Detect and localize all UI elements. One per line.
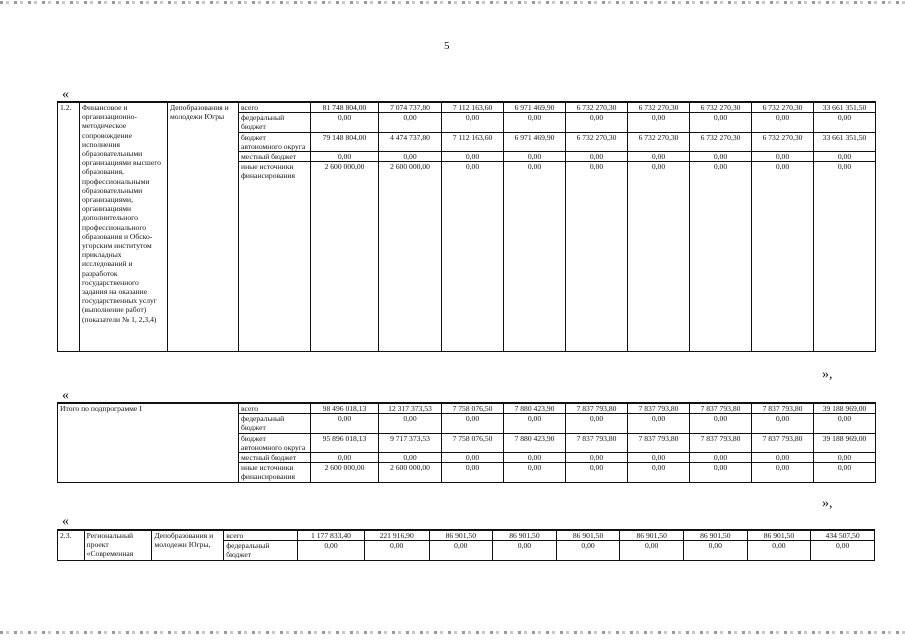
amount-cell: 0,00 (814, 414, 876, 433)
amount-cell: 0,00 (504, 453, 566, 463)
amount-cell: 0,00 (504, 113, 566, 132)
amount-cell: 7 837 793,80 (690, 433, 752, 452)
amount-cell: 0,00 (442, 463, 504, 482)
amount-cell: 6 971 469,90 (504, 102, 566, 113)
amount-cell: 4 474 737,80 (379, 132, 442, 151)
amount-cell: 33 661 351,50 (814, 102, 876, 113)
amount-cell: 86 901,50 (493, 530, 557, 541)
amount-cell: 7 112 163,60 (442, 132, 504, 151)
funding-source: местный бюджет (239, 152, 311, 162)
amount-cell: 98 496 018,13 (311, 403, 379, 414)
amount-cell: 0,00 (752, 463, 814, 482)
table-row (58, 530, 875, 541)
amount-cell: 0,00 (752, 414, 814, 433)
total-label: Итого по подпрограмме I (58, 403, 239, 482)
scan-edge-bottom (0, 631, 905, 634)
amount-cell: 434 507,50 (811, 530, 875, 541)
amount-cell: 6 732 270,30 (566, 132, 628, 151)
measure-name: Региональный проект «Современная (84, 530, 152, 560)
amount-cell: 0,00 (566, 453, 628, 463)
funding-source: всего (239, 102, 311, 113)
amount-cell: 12 317 373,53 (379, 403, 442, 414)
amount-cell: 2 600 000,00 (311, 463, 379, 482)
amount-cell: 7 837 793,80 (566, 403, 628, 414)
amount-cell: 0,00 (442, 152, 504, 162)
funding-source: всего (224, 530, 298, 541)
amount-cell: 2 600 000,00 (311, 162, 379, 352)
amount-cell: 0,00 (311, 414, 379, 433)
page-number: 5 (444, 40, 450, 52)
amount-cell: 7 837 793,80 (690, 403, 752, 414)
quote-close: », (822, 496, 833, 511)
budget-table-subprogram-total (57, 402, 876, 483)
amount-cell: 0,00 (442, 113, 504, 132)
amount-cell: 86 901,50 (429, 530, 493, 541)
amount-cell: 0,00 (690, 414, 752, 433)
amount-cell: 39 188 969,00 (814, 433, 876, 452)
amount-cell: 86 901,50 (684, 530, 748, 541)
amount-cell: 0,00 (566, 463, 628, 482)
amount-cell: 86 901,50 (620, 530, 684, 541)
amount-cell: 7 837 793,80 (752, 433, 814, 452)
amount-cell: 0,00 (442, 453, 504, 463)
amount-cell: 0,00 (504, 463, 566, 482)
amount-cell: 6 732 270,30 (752, 102, 814, 113)
amount-cell: 0,00 (752, 162, 814, 352)
funding-source: местный бюджет (239, 453, 311, 463)
amount-cell: 2 600 000,00 (379, 463, 442, 482)
quote-open: « (62, 87, 69, 102)
amount-cell: 0,00 (620, 541, 684, 560)
amount-cell: 7 074 737,80 (379, 102, 442, 113)
funding-source: иные источники финансирования (239, 463, 311, 482)
amount-cell: 0,00 (556, 541, 620, 560)
executor-name: Депобразования и молодежи Югры (168, 102, 239, 352)
amount-cell: 0,00 (752, 113, 814, 132)
amount-cell: 7 837 793,80 (628, 403, 690, 414)
amount-cell: 81 748 804,00 (311, 102, 379, 113)
amount-cell: 0,00 (504, 162, 566, 352)
amount-cell: 0,00 (814, 152, 876, 162)
amount-cell: 0,00 (690, 113, 752, 132)
amount-cell: 0,00 (442, 414, 504, 433)
amount-cell: 0,00 (379, 414, 442, 433)
amount-cell: 0,00 (628, 113, 690, 132)
budget-table-item-2-3 (57, 529, 875, 561)
amount-cell: 0,00 (628, 453, 690, 463)
amount-cell: 6 732 270,30 (690, 102, 752, 113)
amount-cell: 0,00 (429, 541, 493, 560)
amount-cell: 0,00 (811, 541, 875, 560)
amount-cell: 2 600 000,00 (379, 162, 442, 352)
amount-cell: 0,00 (628, 152, 690, 162)
amount-cell: 0,00 (311, 453, 379, 463)
amount-cell: 0,00 (566, 113, 628, 132)
amount-cell: 7 880 423,90 (504, 433, 566, 452)
amount-cell: 7 758 076,50 (442, 433, 504, 452)
amount-cell: 0,00 (814, 453, 876, 463)
row-number: 2.3. (58, 530, 85, 560)
row-number: 1.2. (58, 102, 80, 352)
amount-cell: 0,00 (684, 541, 748, 560)
amount-cell: 0,00 (566, 152, 628, 162)
amount-cell: 6 732 270,30 (628, 132, 690, 151)
table-row (58, 403, 876, 414)
amount-cell: 0,00 (814, 463, 876, 482)
funding-source: всего (239, 403, 311, 414)
amount-cell: 0,00 (628, 414, 690, 433)
funding-source: федеральный бюджет (224, 541, 298, 560)
amount-cell: 0,00 (628, 162, 690, 352)
amount-cell: 0,00 (690, 162, 752, 352)
amount-cell: 0,00 (747, 541, 811, 560)
amount-cell: 0,00 (566, 414, 628, 433)
amount-cell: 7 837 793,80 (628, 433, 690, 452)
amount-cell: 0,00 (379, 453, 442, 463)
executor-name: Депобразования и молодежи Югры, (152, 530, 224, 560)
amount-cell: 86 901,50 (556, 530, 620, 541)
amount-cell: 0,00 (504, 152, 566, 162)
amount-cell: 39 188 969,00 (814, 403, 876, 414)
amount-cell: 0,00 (628, 463, 690, 482)
funding-source: бюджет автономного округа (239, 132, 311, 151)
budget-table-item-1-2 (57, 101, 876, 352)
amount-cell: 0,00 (364, 541, 429, 560)
amount-cell: 0,00 (814, 162, 876, 352)
amount-cell: 0,00 (752, 152, 814, 162)
amount-cell: 0,00 (814, 113, 876, 132)
funding-source: федеральный бюджет (239, 414, 311, 433)
amount-cell: 0,00 (690, 463, 752, 482)
quote-open: « (62, 388, 69, 403)
amount-cell: 6 732 270,30 (752, 132, 814, 151)
amount-cell: 6 971 469,90 (504, 132, 566, 151)
amount-cell: 221 916,90 (364, 530, 429, 541)
amount-cell: 0,00 (690, 453, 752, 463)
amount-cell: 0,00 (493, 541, 557, 560)
amount-cell: 0,00 (752, 453, 814, 463)
amount-cell: 7 837 793,80 (752, 403, 814, 414)
amount-cell: 0,00 (566, 162, 628, 352)
amount-cell: 33 661 351,50 (814, 132, 876, 151)
amount-cell: 0,00 (379, 113, 442, 132)
amount-cell: 95 896 018,13 (311, 433, 379, 452)
table-row (58, 102, 876, 113)
amount-cell: 86 901,50 (747, 530, 811, 541)
amount-cell: 6 732 270,30 (628, 102, 690, 113)
amount-cell: 6 732 270,30 (690, 132, 752, 151)
funding-source: бюджет автономного округа (239, 433, 311, 452)
measure-name: Финансовое и организационно-методическое сопровождение исполнения образовательными организациями высшего образования, профессиональными образовательными организациями, организациями дополнительного профессионального образования и Обско-угорским институтом прикладных исследований и разработок государственного задания на оказание государственных услуг (выполнение работ) (показатели № 1, 2,3,4) (80, 102, 168, 352)
amount-cell: 0,00 (298, 541, 365, 560)
scan-edge-top (0, 1, 905, 4)
amount-cell: 6 732 270,30 (566, 102, 628, 113)
amount-cell: 7 112 163,60 (442, 102, 504, 113)
amount-cell: 7 758 076,50 (442, 403, 504, 414)
funding-source: иные источники финансирования (239, 162, 311, 352)
amount-cell: 0,00 (442, 162, 504, 352)
amount-cell: 9 717 373,53 (379, 433, 442, 452)
amount-cell: 7 837 793,80 (566, 433, 628, 452)
amount-cell: 1 177 833,40 (298, 530, 365, 541)
amount-cell: 0,00 (311, 152, 379, 162)
amount-cell: 0,00 (379, 152, 442, 162)
amount-cell: 79 148 804,00 (311, 132, 379, 151)
amount-cell: 0,00 (311, 113, 379, 132)
amount-cell: 0,00 (690, 152, 752, 162)
quote-open: « (62, 514, 69, 529)
amount-cell: 0,00 (504, 414, 566, 433)
amount-cell: 7 880 423,90 (504, 403, 566, 414)
quote-close: », (822, 367, 833, 382)
funding-source: федеральный бюджет (239, 113, 311, 132)
